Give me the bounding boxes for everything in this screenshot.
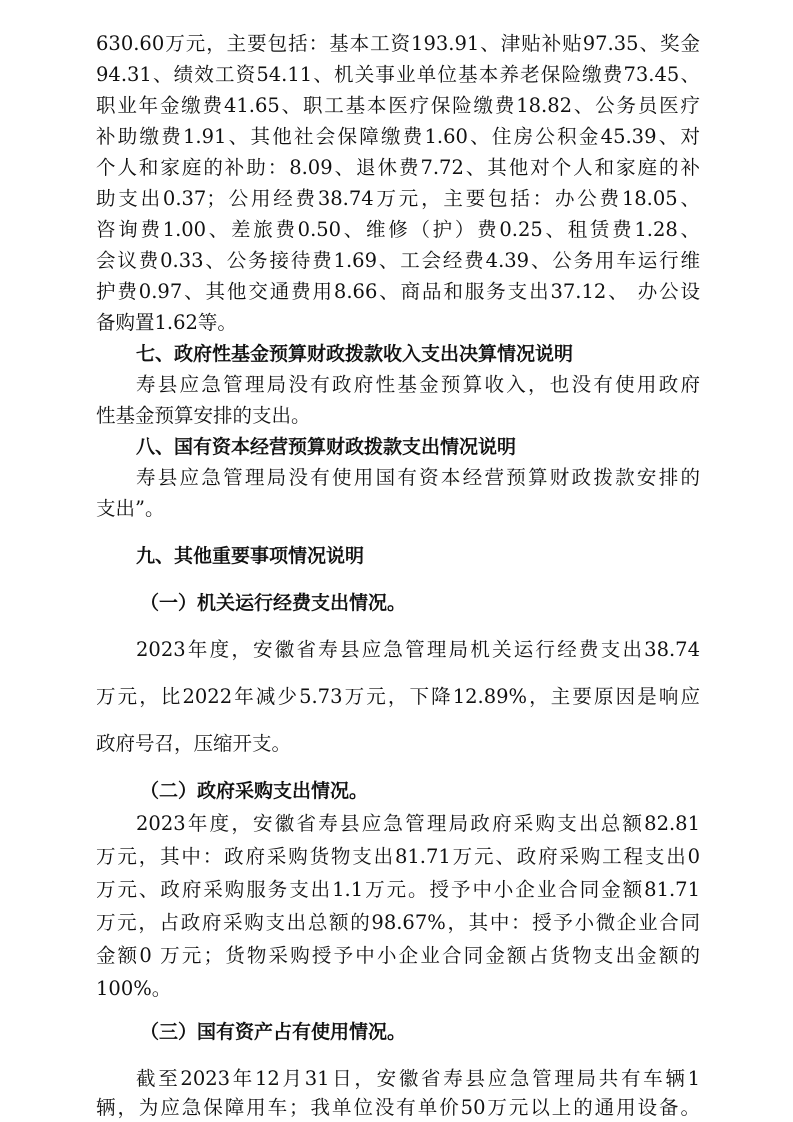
body-line: 万元，比2022年减少5.73万元，下降12.89%，主要原因是响应	[96, 685, 700, 708]
body-line: 政府号召，压缩开支。	[96, 732, 292, 755]
section-heading: 八、国有资本经营预算财政拨款支出情况说明	[136, 436, 517, 458]
subsection-heading: （二）政府采购支出情况。	[140, 780, 369, 802]
body-line: 金额0 万元；货物采购授予中小企业合同金额占货物支出金额的	[96, 944, 700, 967]
body-line: 性基金预算安排的支出。	[96, 404, 311, 427]
body-line: 补助缴费1.91、其他社会保障缴费1.60、住房公积金45.39、对	[96, 125, 700, 148]
body-line: 备购置1.62等。	[96, 311, 237, 334]
body-line: 94.31、绩效工资54.11、机关事业单位基本养老保险缴费73.45、	[96, 63, 700, 86]
section-heading: 九、其他重要事项情况说明	[136, 545, 365, 567]
body-line: 会议费0.33、公务接待费1.69、工会经费4.39、公务用车运行维	[96, 249, 700, 272]
section-heading: 七、政府性基金预算财政拨款收入支出决算情况说明	[136, 343, 574, 365]
body-line: 万元、政府采购服务支出1.1万元。授予中小企业合同金额81.71	[96, 878, 700, 901]
body-line: 寿县应急管理局没有政府性基金预算收入，也没有使用政府	[136, 373, 700, 396]
body-line: 寿县应急管理局没有使用国有资本经营预算财政拨款安排的	[136, 466, 700, 489]
body-line: 个人和家庭的补助：8.09、退休费7.72、其他对个人和家庭的补	[96, 156, 700, 179]
body-line: 万元，其中：政府采购货物支出81.71万元、政府采购工程支出0	[96, 845, 700, 868]
subsection-heading: （三）国有资产占有使用情况。	[140, 1021, 407, 1043]
body-line: 助支出0.37；公用经费38.74万元，主要包括：办公费18.05、	[96, 187, 700, 210]
body-line: 100%。	[96, 977, 172, 1000]
body-line: 2023年度，安徽省寿县应急管理局政府采购支出总额82.81	[136, 812, 700, 835]
body-line: 支出”。	[96, 497, 165, 520]
body-line: 辆，为应急保障用车；我单位没有单价50万元以上的通用设备。	[96, 1096, 700, 1119]
body-line: 万元，占政府采购支出总额的98.67%，其中：授予小微企业合同	[96, 911, 700, 934]
body-line: 630.60万元，主要包括：基本工资193.91、津贴补贴97.35、奖金	[96, 32, 700, 55]
body-line: 职业年金缴费41.65、职工基本医疗保险缴费18.82、公务员医疗	[96, 94, 700, 117]
body-line: 2023年度，安徽省寿县应急管理局机关运行经费支出38.74	[136, 638, 700, 661]
body-line: 咨询费1.00、差旅费0.50、维修（护）费0.25、租赁费1.28、	[96, 218, 700, 241]
body-line: 护费0.97、其他交通费用8.66、商品和服务支出37.12、 办公设	[96, 280, 700, 303]
subsection-heading: （一）机关运行经费支出情况。	[140, 592, 407, 614]
body-line: 截至2023年12月31日，安徽省寿县应急管理局共有车辆1	[136, 1067, 700, 1090]
